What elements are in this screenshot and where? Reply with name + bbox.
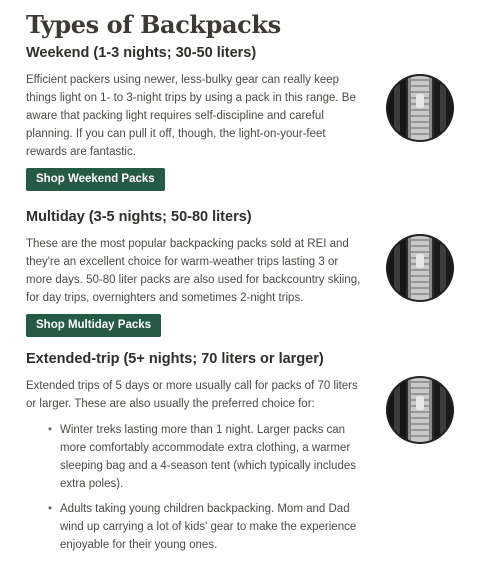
list-item: • Winter treks lasting more than 1 night. Larger packs can more comfortably accommodate extra clothing, a warmer sleeping bag and a 4-season tent (which typically includes extra poles). xyxy=(60,421,366,493)
section-heading: Extended-trip (5+ nights; 70 liters or larger) xyxy=(26,351,324,367)
shop-weekend-packs-button[interactable]: Shop Weekend Packs xyxy=(26,168,165,191)
shop-multiday-packs-button[interactable]: Shop Multiday Packs xyxy=(26,314,161,337)
backpack-photo-extended xyxy=(386,376,454,444)
section-extended-trip xyxy=(26,351,366,561)
backpack-closeup-photo-icon xyxy=(386,74,454,142)
section-text: Extended trips of 5 days or more usually call for packs of 70 liters or larger. These are also usually the preferred choice for: xyxy=(26,380,358,410)
section-text: Efficient packers using newer, less-bulky gear can really keep things light on 1- to 3-night trips by using a pack in this range. Be aware that packing light requires self-discipline and careful planning. If you can pull it off, though, the light-on-your-feet rewards are fantastic. xyxy=(26,74,356,158)
section-heading: Weekend (1-3 nights; 30-50 liters) xyxy=(26,45,257,61)
bullet-list xyxy=(26,421,366,554)
section-weekend xyxy=(26,45,366,191)
section-text: These are the most popular backpacking packs sold at REI and they're an excellent choice for warm-weather trips lasting 3 or more days. 50-80 liter packs are also used for backcountry skiing, for day trips, overnighters and sometimes 2-night trips. xyxy=(26,238,361,304)
backpack-photo-weekend xyxy=(386,74,454,142)
list-item: • Adults taking young children backpacking. Mom and Dad wind up carrying a lot of kids' gear to make the experience enjoyable for their young ones. xyxy=(60,500,366,554)
section-heading: Multiday (3-5 nights; 50-80 liters) xyxy=(26,209,252,225)
section-multiday xyxy=(26,209,366,337)
page-title: Types of Backpacks xyxy=(26,10,281,39)
backpack-closeup-photo-icon xyxy=(386,234,454,302)
backpack-closeup-photo-icon xyxy=(386,376,454,444)
backpack-photo-multiday xyxy=(386,234,454,302)
